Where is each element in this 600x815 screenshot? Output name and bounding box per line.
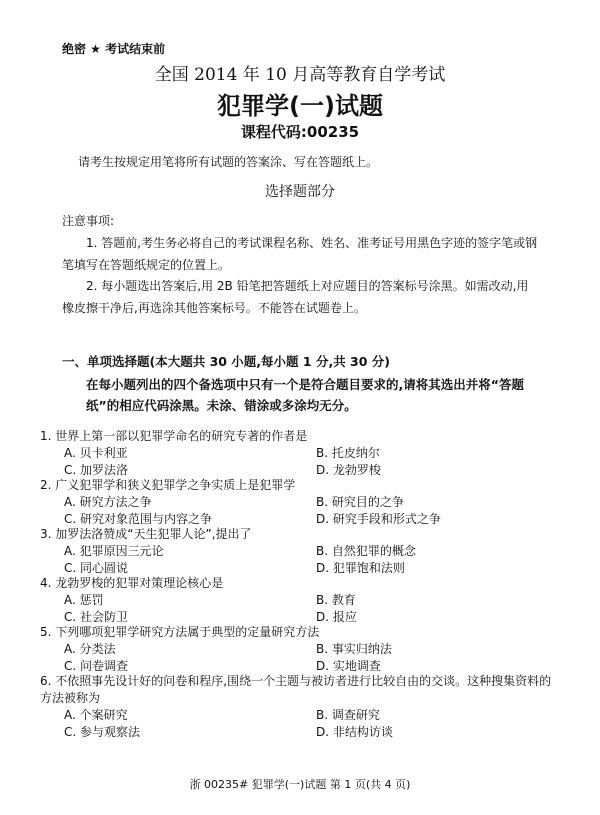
- option-d: D. 非结构访谈: [316, 725, 393, 739]
- question-stem: 1. 世界上第一部以犯罪学命名的研究专著的作者是: [40, 429, 308, 443]
- question: [40, 428, 560, 479]
- option-a: A. 犯罪原因三元论: [64, 544, 164, 558]
- option-a: A. 惩罚: [64, 593, 104, 607]
- option-a: A. 个案研究: [64, 708, 128, 722]
- option-d: D. 犯罪饱和法则: [316, 561, 405, 575]
- option-c: C. 问卷调查: [64, 659, 129, 673]
- option-a: A. 研究方法之争: [64, 495, 152, 509]
- option-b: B. 自然犯罪的概念: [316, 544, 416, 558]
- subject-title: 犯罪学(一)试题: [217, 92, 383, 120]
- option-c: C. 同心圆说: [64, 561, 129, 575]
- question-stem: 3. 加罗法洛赞成“天生犯罪人论”,提出了: [40, 527, 252, 541]
- part-title: 选择题部分: [265, 184, 335, 200]
- section-heading: 一、单项选择题(本大题共 30 小题,每小题 1 分,共 30 分): [62, 354, 391, 369]
- option-b: B. 托皮纳尔: [316, 446, 380, 460]
- option-d: D. 报应: [316, 610, 357, 624]
- option-d: D. 龙勃罗梭: [316, 463, 381, 477]
- section-description: 在每小题列出的四个备选项中只有一个是符合题目要求的,请将其选出并将“答题纸”的相应代码涂黑。未涂、错涂或多涂均无分。: [86, 377, 524, 413]
- question: [40, 624, 560, 675]
- question: [40, 575, 560, 626]
- option-c: C. 社会防卫: [64, 610, 129, 624]
- question-stem: 6. 不依照事先设计好的问卷和程序,围绕一个主题与被访者进行比较自由的交谈。这种搜集资料的方法被称为: [40, 674, 552, 705]
- question-stem: 5. 下列哪项犯罪学研究方法属于典型的定量研究方法: [40, 625, 320, 639]
- question-stem: 4. 龙勃罗梭的犯罪对策理论核心是: [40, 576, 224, 590]
- confidential-label: 绝密 ★ 考试结束前: [62, 42, 166, 56]
- option-b: B. 调查研究: [316, 708, 380, 722]
- note-item: 1. 答题前,考生务必将自己的考试课程名称、姓名、准考证号用黑色字迹的签字笔或钢笔填写在答题纸规定的位置上。: [62, 236, 538, 272]
- option-b: B. 事实归纳法: [316, 642, 392, 656]
- note-item: 2. 每小题选出答案后,用 2B 铅笔把答题纸上对应题目的答案标号涂黑。如需改动,用橡皮擦干净后,再选涂其他答案标号。不能答在试题卷上。: [62, 279, 529, 315]
- option-c: C. 研究对象范围与内容之争: [64, 512, 213, 526]
- option-b: B. 研究目的之争: [316, 495, 404, 509]
- course-code: 课程代码:00235: [240, 123, 360, 141]
- page-footer: 浙 00235# 犯罪学(一)试题 第 1 页(共 4 页): [189, 778, 411, 791]
- option-b: B. 教育: [316, 593, 356, 607]
- exam-title: 全国 2014 年 10 月高等教育自学考试: [154, 65, 446, 85]
- question: [40, 477, 560, 528]
- option-a: A. 分类法: [64, 642, 116, 656]
- question-stem: 2. 广义犯罪学和狭义犯罪学之争实质上是犯罪学: [40, 478, 296, 492]
- option-d: D. 研究手段和形式之争: [316, 512, 441, 526]
- option-c: C. 参与观察法: [64, 725, 141, 739]
- option-d: D. 实地调查: [316, 659, 381, 673]
- question: [40, 673, 560, 741]
- notes-title: 注意事项:: [62, 214, 115, 228]
- option-c: C. 加罗法洛: [64, 463, 129, 477]
- answer-instruction: 请考生按规定用笔将所有试题的答案涂、写在答题纸上。: [78, 155, 379, 169]
- option-a: A. 贝卡利亚: [64, 446, 128, 460]
- question: [40, 526, 560, 577]
